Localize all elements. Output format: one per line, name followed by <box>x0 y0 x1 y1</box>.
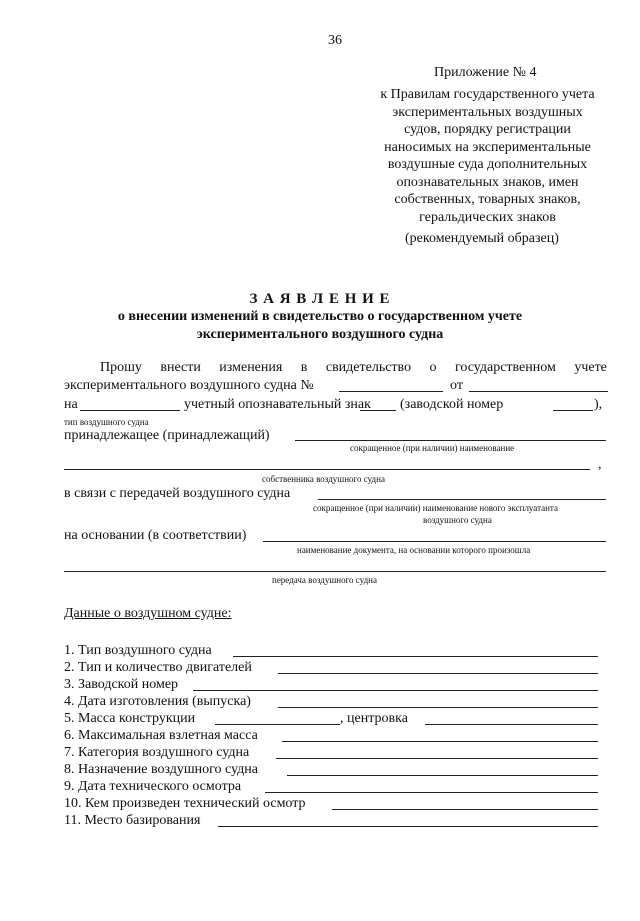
serial-number-close: ), <box>594 397 603 412</box>
centering-input[interactable] <box>425 724 598 725</box>
appendix-line: к Правилам государственного учета <box>380 87 595 102</box>
request-line <box>100 360 607 376</box>
new-operator-field[interactable] <box>318 499 606 500</box>
aircraft-data-item: 11. Место базирования <box>64 813 201 828</box>
appendix-line: собственных, товарных знаков, <box>394 192 581 207</box>
date-from-label: от <box>450 378 463 393</box>
request-word: о <box>429 360 437 375</box>
centering-label: , центровка <box>340 711 408 726</box>
on-label: на <box>64 397 78 412</box>
aircraft-data-item: 4. Дата изготовления (выпуска) <box>64 694 251 709</box>
request-word: государственном <box>454 360 556 375</box>
aircraft-purpose-input[interactable] <box>287 775 598 776</box>
caption-short-name: сокращенное (при наличии) наименование <box>350 443 515 453</box>
aircraft-data-item: 6. Максимальная взлетная масса <box>64 728 258 743</box>
appendix-line: геральдических знаков <box>419 209 556 225</box>
aircraft-number-label: экспериментального воздушного судна № <box>64 378 314 393</box>
document-subtitle-2: экспериментального воздушного судна <box>196 327 444 342</box>
inspector-input[interactable] <box>332 809 598 810</box>
serial-number-label: (заводской номер <box>400 397 504 412</box>
appendix-line: экспериментальных воздушных <box>392 104 583 120</box>
aircraft-data-item: 9. Дата технического осмотра <box>64 779 242 794</box>
aircraft-data-heading: Данные о воздушном судне: <box>64 606 232 621</box>
request-word: изменения <box>219 360 283 375</box>
base-location-input[interactable] <box>218 826 598 827</box>
caption-new-operator-2: воздушного судна <box>423 515 492 525</box>
owner-name-field[interactable] <box>295 440 606 441</box>
date-from-field[interactable] <box>469 391 608 392</box>
page-number: 36 <box>328 33 342 48</box>
engines-input[interactable] <box>278 673 598 674</box>
serial-number-input[interactable] <box>193 690 598 691</box>
aircraft-category-input[interactable] <box>276 758 598 759</box>
registration-mark-label: учетный опознавательный знак <box>184 397 371 412</box>
aircraft-type-input[interactable] <box>233 656 598 657</box>
aircraft-data-item: 5. Масса конструкции <box>64 711 196 726</box>
aircraft-number-field[interactable] <box>339 391 443 392</box>
caption-transfer: передача воздушного судна <box>272 575 377 585</box>
owner-name-field-continued[interactable] <box>64 469 590 470</box>
appendix-line: опознавательных знаков, имен <box>396 174 579 190</box>
max-takeoff-mass-input[interactable] <box>282 741 598 742</box>
appendix-reference <box>355 86 620 226</box>
structure-mass-input[interactable] <box>215 724 340 725</box>
basis-label: на основании (в соответствии) <box>64 528 247 543</box>
aircraft-type-field[interactable] <box>80 410 180 411</box>
caption-document: наименование документа, на основании которого произошла <box>297 545 531 555</box>
caption-new-operator: сокращенное (при наличии) наименование нового эксплуатанта <box>313 503 558 513</box>
aircraft-data-item: 1. Тип воздушного судна <box>64 643 212 658</box>
request-word: внести <box>160 360 201 375</box>
aircraft-data-item: 10. Кем произведен технический осмотр <box>64 796 306 811</box>
basis-document-field-continued[interactable] <box>64 571 606 572</box>
appendix-line: наносимых на экспериментальные <box>384 139 591 155</box>
request-word: в <box>300 360 308 375</box>
appendix-line: воздушные суда дополнительных <box>387 157 588 172</box>
manufacture-date-input[interactable] <box>278 707 598 708</box>
request-word: Прошу <box>100 360 142 375</box>
owner-comma: , <box>598 457 602 472</box>
appendix-line: судов, порядку регистрации <box>404 122 571 137</box>
aircraft-data-item: 8. Назначение воздушного судна <box>64 762 259 777</box>
caption-owner: собственника воздушного судна <box>262 474 385 484</box>
sample-note: (рекомендуемый образец) <box>405 231 559 246</box>
document-title: З А Я В Л Е Н И Е <box>249 291 391 307</box>
serial-number-field[interactable] <box>553 410 593 411</box>
request-word: свидетельство <box>325 360 412 375</box>
inspection-date-input[interactable] <box>265 792 598 793</box>
basis-document-field[interactable] <box>263 541 606 542</box>
registration-mark-field[interactable] <box>360 410 396 411</box>
aircraft-data-item: 2. Тип и количество двигателей <box>64 660 252 675</box>
transfer-label: в связи с передачей воздушного судна <box>64 486 291 501</box>
request-word: учете <box>574 360 607 375</box>
document-subtitle-1: о внесении изменений в свидетельство о государственном учете <box>117 309 523 324</box>
aircraft-data-item: 7. Категория воздушного судна <box>64 745 250 760</box>
caption-aircraft-type: тип воздушного судна <box>64 417 149 427</box>
appendix-heading: Приложение № 4 <box>434 65 537 80</box>
belonging-label: принадлежащее (принадлежащий) <box>64 428 270 443</box>
aircraft-data-item: 3. Заводской номер <box>64 677 179 692</box>
